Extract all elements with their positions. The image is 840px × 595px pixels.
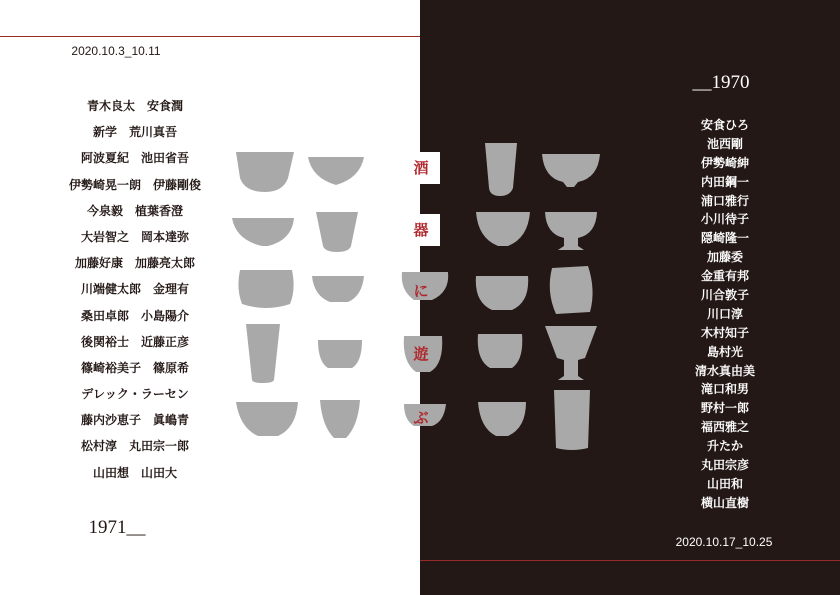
vessel-icon xyxy=(485,143,517,196)
year-label-left: 1971__ xyxy=(88,517,146,538)
artist-row: 金重有邦 xyxy=(700,269,749,284)
vessel-icon xyxy=(476,212,530,246)
artist-row: 後関裕士 近藤正彦 xyxy=(80,334,189,349)
vessel-icon xyxy=(554,390,590,450)
artist-row: 島村光 xyxy=(706,344,743,359)
artist-row: 加藤委 xyxy=(706,250,743,265)
vessel-icon xyxy=(542,154,600,187)
artist-row: 川合敦子 xyxy=(700,288,749,303)
title-char: 遊 xyxy=(413,345,429,363)
vessel-icon xyxy=(318,340,362,368)
artist-row: 今泉毅 植葉香澄 xyxy=(86,203,183,218)
artist-row: 池西剛 xyxy=(706,136,743,151)
vessel-icon xyxy=(545,212,597,250)
vessel-icon xyxy=(550,266,593,314)
artist-row: 藤内沙恵子 眞嶋青 xyxy=(80,413,189,428)
title-char: ぶ xyxy=(413,409,429,427)
artist-row: 川端健太郎 金理有 xyxy=(80,282,189,297)
vessel-icon xyxy=(316,212,358,252)
vessel-icon xyxy=(545,326,597,380)
artist-row: 小川待子 xyxy=(700,212,749,227)
artist-row: 隠崎隆一 xyxy=(700,231,749,246)
artist-row: 福西雅之 xyxy=(700,420,749,435)
title-char: 器 xyxy=(413,221,429,239)
artist-row: 篠崎裕美子 篠原希 xyxy=(80,360,189,375)
title-char-box xyxy=(402,338,440,370)
artist-row: 升たか xyxy=(706,439,743,454)
date-range-right: 2020.10.17_10.25 xyxy=(675,535,773,549)
title-char: に xyxy=(413,282,429,300)
year-label-right: __1970 xyxy=(692,72,750,93)
vessel-icon xyxy=(308,157,364,185)
artist-row: 桑田卓郎 小島陽介 xyxy=(80,308,189,323)
artist-row: 滝口和男 xyxy=(700,382,749,397)
artist-row: 野村一郎 xyxy=(700,401,749,416)
artist-row: 浦口雅行 xyxy=(700,193,749,208)
artist-row: 加藤好康 加藤亮太郎 xyxy=(74,256,195,271)
date-range-left: 2020.10.3_10.11 xyxy=(71,44,161,58)
title-char-box xyxy=(402,402,440,434)
artist-row: 山田和 xyxy=(706,476,743,491)
title-char-box xyxy=(402,275,440,307)
vessel-icon xyxy=(236,402,298,436)
vessel-icon xyxy=(232,218,294,246)
artist-row: 山田想 山田大 xyxy=(92,465,177,480)
artist-row: 新学 荒川真吾 xyxy=(92,125,177,140)
vessel-icon xyxy=(246,324,280,383)
artist-row: 阿波夏紀 池田省吾 xyxy=(80,151,189,166)
artist-row: 松村淳 丸田宗一郎 xyxy=(80,439,189,454)
artist-row: 安食ひろ xyxy=(700,118,749,132)
artist-row: 木村知子 xyxy=(700,325,749,340)
artist-row: 横山直樹 xyxy=(700,495,749,510)
title-char: 酒 xyxy=(413,159,429,177)
artist-row: 川口淳 xyxy=(706,306,743,321)
artist-row: 青木良太 安食潤 xyxy=(86,99,183,113)
vessel-icon xyxy=(478,402,526,436)
vessel-icon xyxy=(312,276,364,302)
artist-row: 丸田宗彦 xyxy=(700,458,749,473)
vessel-icon xyxy=(236,152,294,192)
title-char-box xyxy=(402,152,440,184)
artist-row: 伊勢崎晃一朗 伊藤剛俊 xyxy=(68,177,201,192)
artist-row: 伊勢崎紳 xyxy=(700,155,749,170)
vessel-icon xyxy=(320,400,360,438)
title-char-box xyxy=(402,214,440,246)
vessel-icon xyxy=(476,276,528,310)
artist-row: デレック・ラーセン xyxy=(81,387,189,402)
artist-row: 内田鋼一 xyxy=(700,174,749,189)
vessel-icon xyxy=(478,334,523,368)
artist-row: 清水真由美 xyxy=(694,363,755,378)
artist-row: 大岩智之 岡本達弥 xyxy=(80,229,189,244)
vessel-icon xyxy=(238,270,293,308)
